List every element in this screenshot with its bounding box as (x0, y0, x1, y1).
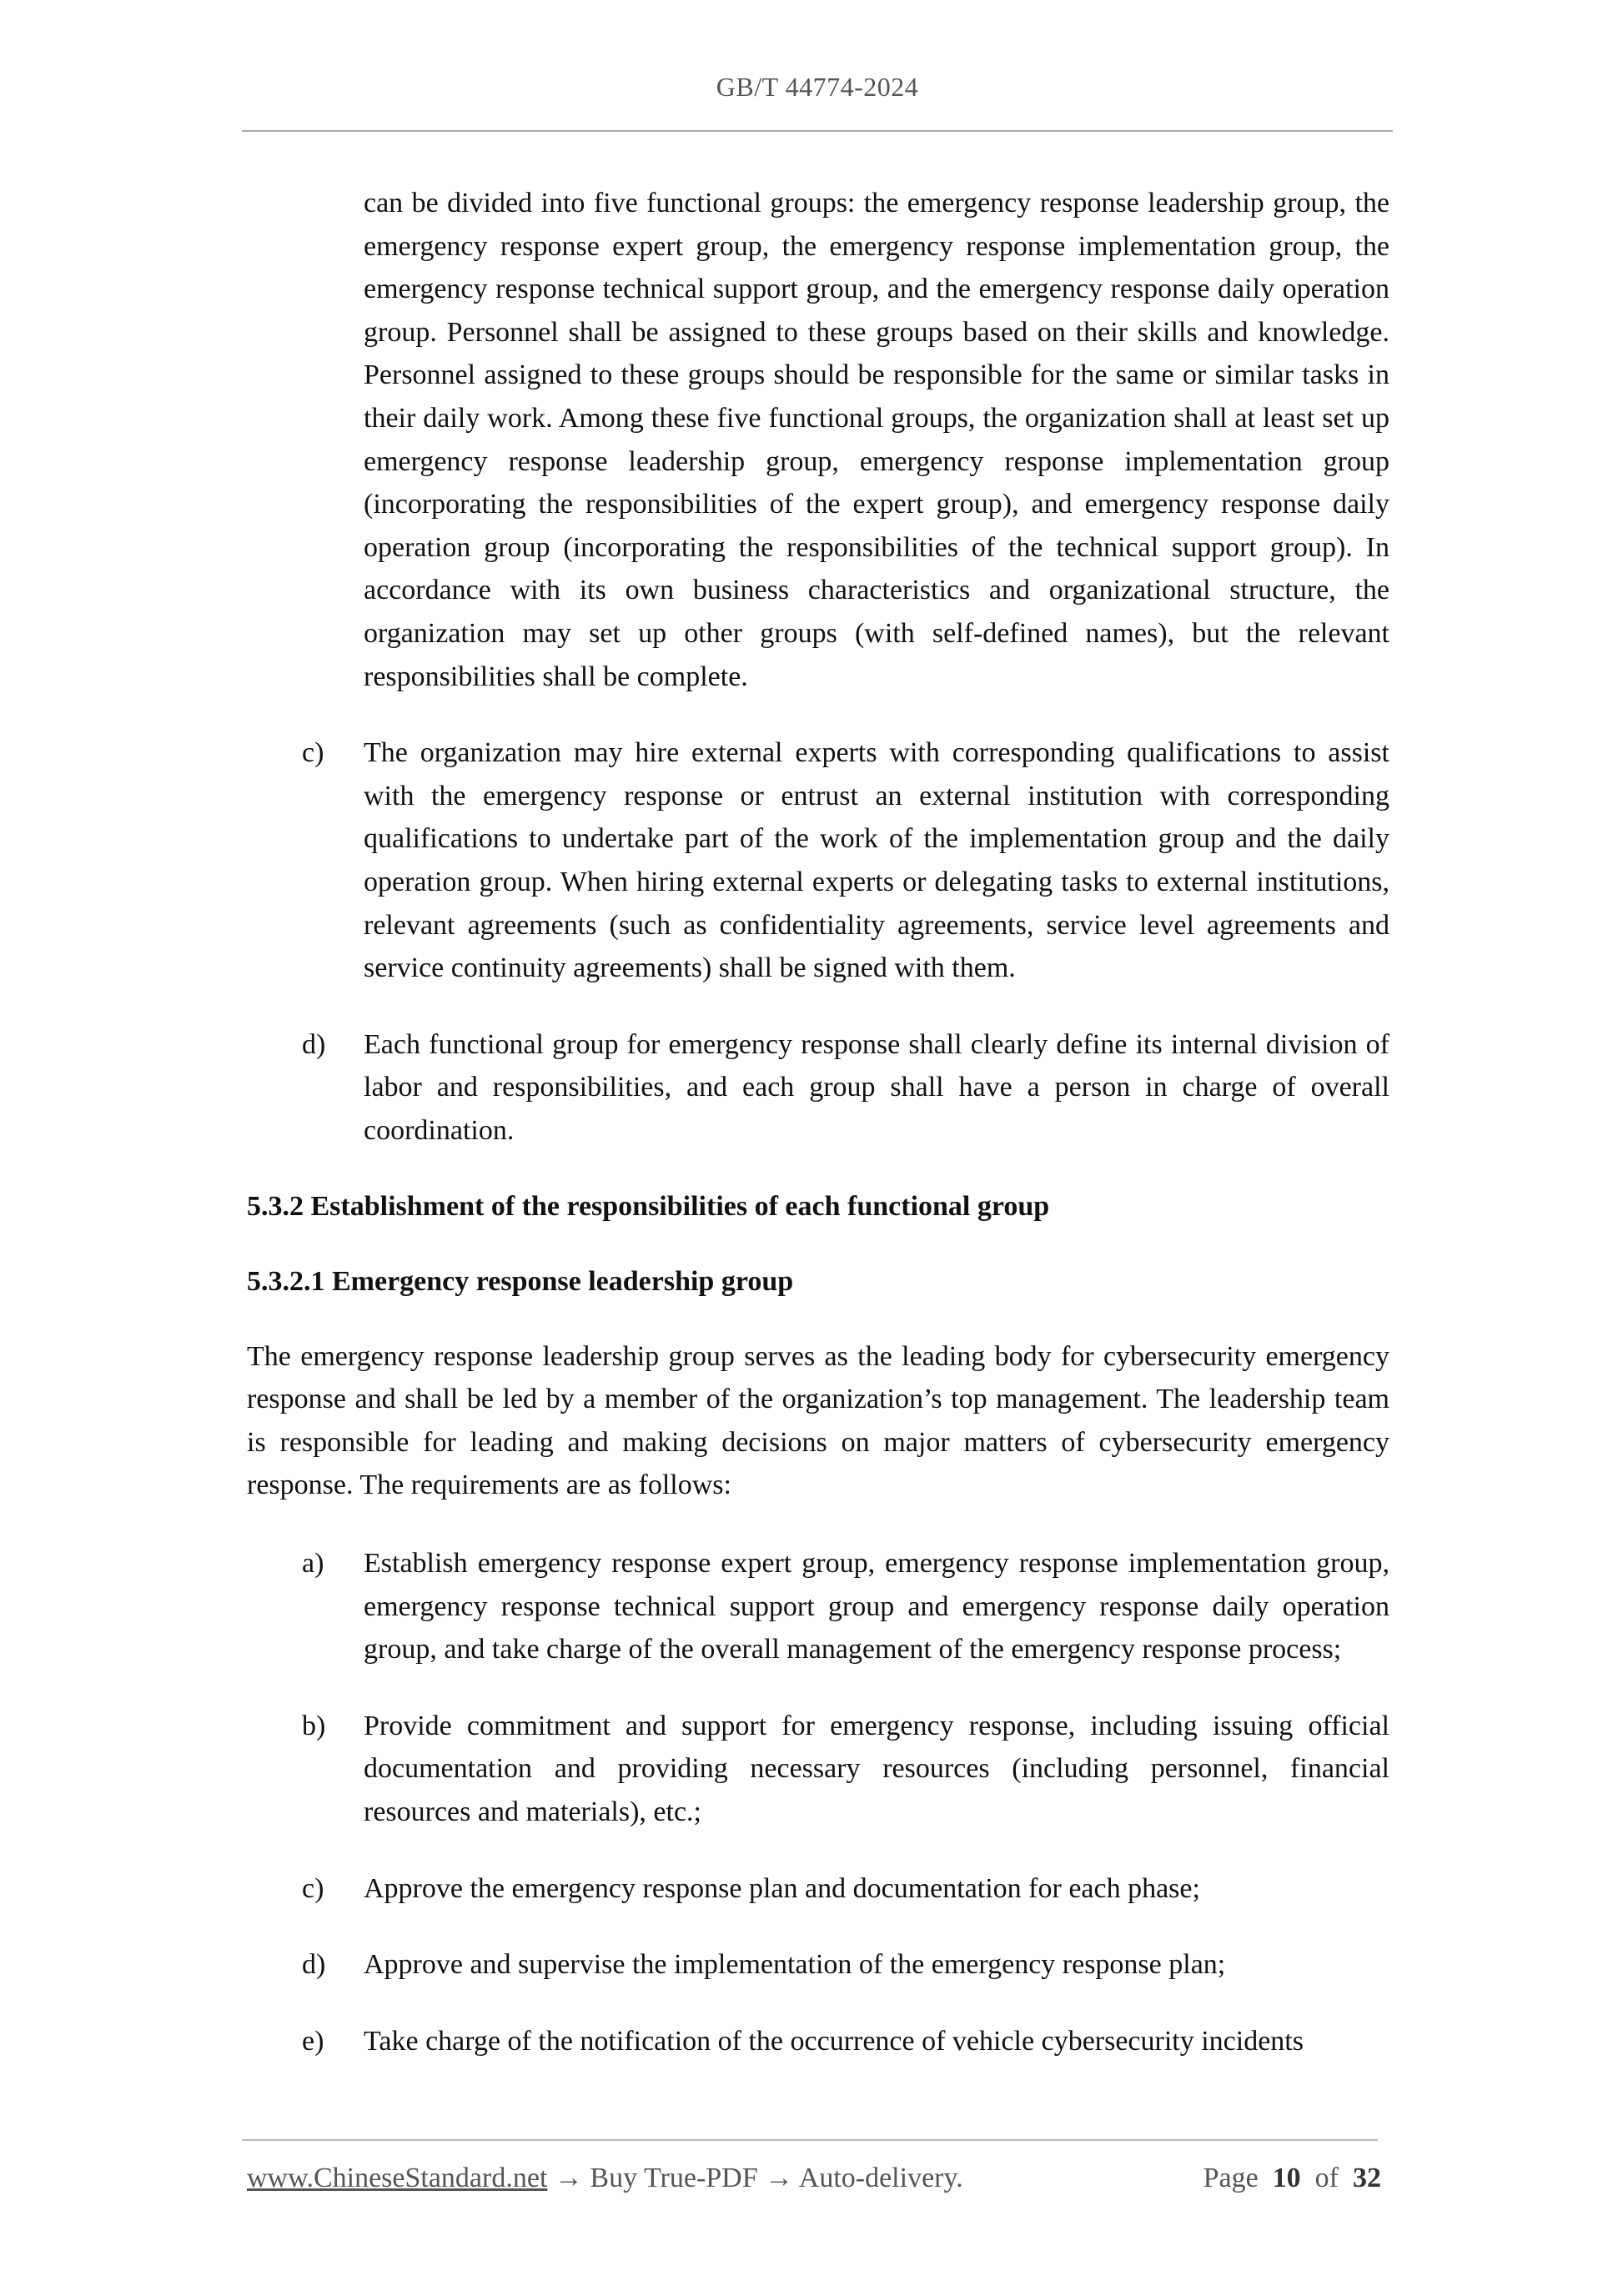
list-item-text: Establish emergency response expert group, emergency response implementation group, emergency response technical support group and emergency response daily operation group, and take charge of the overall management of the emergency response process; (364, 1548, 1389, 1665)
section-heading-5-3-2-1: 5.3.2.1 Emergency response leadership group (247, 1266, 794, 1298)
list-marker: c) (302, 1872, 324, 1904)
page-footer (247, 2163, 1381, 2204)
section-heading-5-3-2: 5.3.2 Establishment of the responsibilities of each functional group (247, 1191, 1050, 1223)
list-item-text: Take charge of the notification of the occurrence of vehicle cybersecurity incidents (364, 2025, 1304, 2057)
leadership-paragraph: The emergency response leadership group serves as the leading body for cybersecurity emergency response and shall be led by a member of the organization’s top management. The leadership team is responsible for leading and making decisions on major matters of cybersecurity emergency response. The requirements are as follows: (247, 1340, 1389, 1501)
list-item-text: The organization may hire external experts with corresponding qualifications to assist with the emergency response or entrust an external institution with corresponding qualifications to undertake part of the work of the implementation group and the daily operation group. When hiring external experts or delegating tasks to external institutions, relevant agreements (such as confidentiality agreements, service level agreements and service continuity agreements) shall be signed with them. (364, 737, 1389, 984)
page-total: 32 (1353, 2163, 1381, 2193)
list-marker: b) (302, 1710, 326, 1741)
page-header: GB/T 44774-2024 (716, 72, 919, 102)
list-marker: a) (302, 1548, 324, 1580)
list-item (247, 2020, 1389, 2063)
chinese-standard-link[interactable]: www.ChineseStandard.net (247, 2163, 548, 2193)
list-item (247, 1867, 1389, 1911)
list-item-text: Approve the emergency response plan and documentation for each phase; (364, 1872, 1200, 1904)
continuation-paragraph: can be divided into five functional groups: the emergency response leadership group, the emergency response expert group, the emergency response implementation group, the emergency response technical support group, and the emergency response daily operation group. Personnel shall be assigned to these groups based on their skills and knowledge. Personnel assigned to these groups should be responsible for the same or similar tasks in their daily work. Among these five functional groups, the organization shall at least set up emergency response leadership group, emergency response implementation group (incorporating the responsibilities of the expert group), and emergency response daily operation group (incorporating the responsibilities of the technical support group). In accordance with its own business characteristics and organizational structure, the organization may set up other groups (with self-defined names), but the relevant responsibilities shall be complete. (364, 188, 1389, 692)
list-item-text: Approve and supervise the implementation of the emergency response plan; (364, 1949, 1226, 1981)
list-marker: e) (302, 2025, 324, 2057)
list-marker: d) (302, 1028, 326, 1060)
list-item (247, 1943, 1389, 1987)
header-divider (242, 130, 1393, 132)
list-item-text: Provide commitment and support for emergency response, including issuing official documentation and providing necessary resources (including personnel, financial resources and materials), etc.; (364, 1710, 1389, 1827)
footer-promo (247, 2163, 963, 2194)
page-number (1203, 2163, 1381, 2194)
list-item-text: Each functional group for emergency response shall clearly define its internal division of labor and responsibilities, and each group shall have a person in charge of overall coordination. (364, 1028, 1389, 1146)
list-item (247, 1023, 1389, 1153)
list-marker: d) (302, 1949, 326, 1981)
page-current: 10 (1272, 2163, 1301, 2193)
footer-divider (242, 2139, 1378, 2141)
page-of-label: of (1314, 2163, 1339, 2193)
list-marker: c) (302, 737, 324, 769)
list-item (247, 1542, 1389, 1671)
footer-tagline: → Buy True-PDF → Auto-delivery. (547, 2163, 963, 2193)
page-label: Page (1203, 2163, 1259, 2193)
document-body (247, 182, 1389, 2062)
list-item (247, 731, 1389, 990)
list-item (247, 1705, 1389, 1834)
